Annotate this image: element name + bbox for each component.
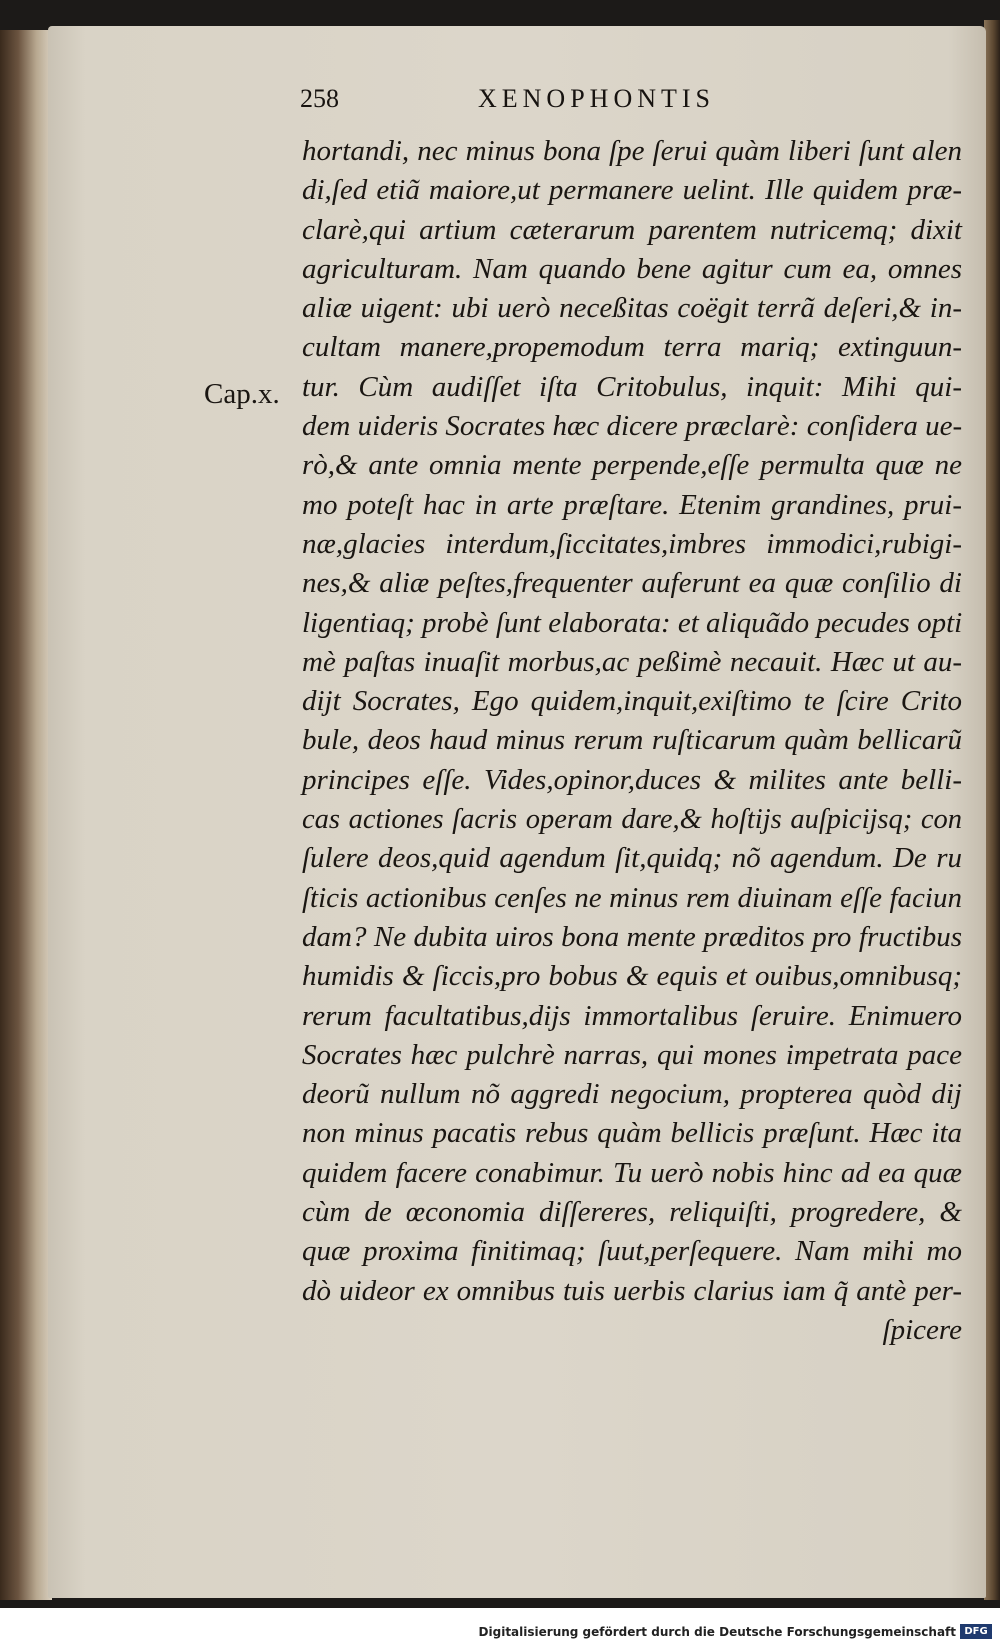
page-number: 258 (300, 84, 339, 113)
text-line: clarè,qui artium cæterarum parentem nutricemq; dixit (302, 213, 962, 246)
text-line: quæ proxima finitimaq; ſuut,perſequere. Nam mihi mo (302, 1235, 962, 1268)
text-line: aliæ uigent: ubi uerò neceßitas coëgit terrã deſeri,& in- (302, 292, 962, 325)
text-line: rò,& ante omnia mente perpende,eſſe permulta quæ ne (302, 449, 962, 482)
text-line: dijt Socrates, Ego quidem,inquit,exiſtimo te ſcire Crito (302, 685, 962, 718)
text-line: cultam manere,propemodum terra mariq; extinguun- (302, 331, 962, 364)
text-line: tur. Cùm audiſſet iſta Critobulus, inquit: Mihi qui- (302, 370, 962, 403)
text-line: mo poteſt hac in arte præſtare. Etenim grandines, prui- (302, 488, 962, 521)
text-line: ſulere deos,quid agendum ſit,quidq; nõ agendum. De ru (302, 842, 962, 875)
book-edge-right (984, 20, 1000, 1600)
text-line: quidem facere conabimur. Tu uerò nobis hinc ad ea quæ (302, 1156, 962, 1189)
text-line: humidis & ſiccis,pro bobus & equis et ouibus,omnibusq; (302, 960, 962, 993)
text-line: ſticis actionibus cenſes ne minus rem diuinam eſſe faciun (302, 881, 962, 914)
text-line: Socrates hæc pulchrè narras, qui mones impetrata pace (302, 1038, 962, 1071)
text-line: non minus pacatis rebus quàm bellicis præſunt. Hæc ita (302, 1117, 962, 1150)
text-line: cas actiones ſacris operam dare,& hoſtijs auſpicijsq; con (302, 804, 962, 836)
text-line: næ,glacies interdum,ſiccitates,imbres immodici,rubigi- (302, 527, 962, 560)
text-line: principes eſſe. Vides,opinor,duces & milites ante belli- (302, 763, 962, 796)
running-head (300, 84, 770, 114)
text-line: dò uideor ex omnibus tuis uerbis clarius iam q̃ antè per- (302, 1274, 962, 1307)
book-edge-left (0, 30, 52, 1600)
text-line: agriculturam. Nam quando bene agitur cum ea, omnes (302, 252, 962, 285)
text-line: dem uideris Socrates hæc dicere præclarè: conſidera ue- (302, 410, 963, 443)
text-line: nes,& aliæ peſtes,frequenter auferunt ea quæ conſilio di (302, 567, 962, 600)
dfg-logo: DFG (960, 1624, 992, 1639)
catchword: ſpicere (882, 1313, 962, 1346)
text-line: mè paſtas inuaſit morbus,ac peßimè necauit. Hæc ut au- (302, 645, 962, 678)
body-text (302, 132, 962, 1350)
text-line: rerum facultatibus,dijs immortalibus ſeruire. Enimuero (302, 999, 962, 1032)
chapter-margin-note: Cap.x. (204, 378, 280, 410)
text-line: deorũ nullum nõ aggredi negocium, propterea quòd dij (302, 1078, 962, 1111)
text-line: dam? Ne dubita uiros bona mente præditos pro fructibus (302, 920, 962, 953)
text-line: bule, deos haud minus rerum ruſticarum quàm bellicarũ (302, 724, 962, 757)
header-title: XENOPHONTIS (478, 84, 715, 113)
text-line: hortandi, nec minus bona ſpe ſerui quàm liberi ſunt alen (302, 135, 962, 167)
text-line: di,ſed etiã maiore,ut permanere uelint. Ille quidem præ- (302, 174, 962, 207)
funding-credit: Digitalisierung gefördert durch die Deutsche Forschungsgemeinschaft (478, 1625, 956, 1639)
text-line: ligentiaq; probè ſunt elaborata: et aliquãdo pecudes opti (302, 606, 963, 639)
text-line: cùm de œconomia diſſereres, reliquiſti, progredere, & (302, 1196, 962, 1229)
